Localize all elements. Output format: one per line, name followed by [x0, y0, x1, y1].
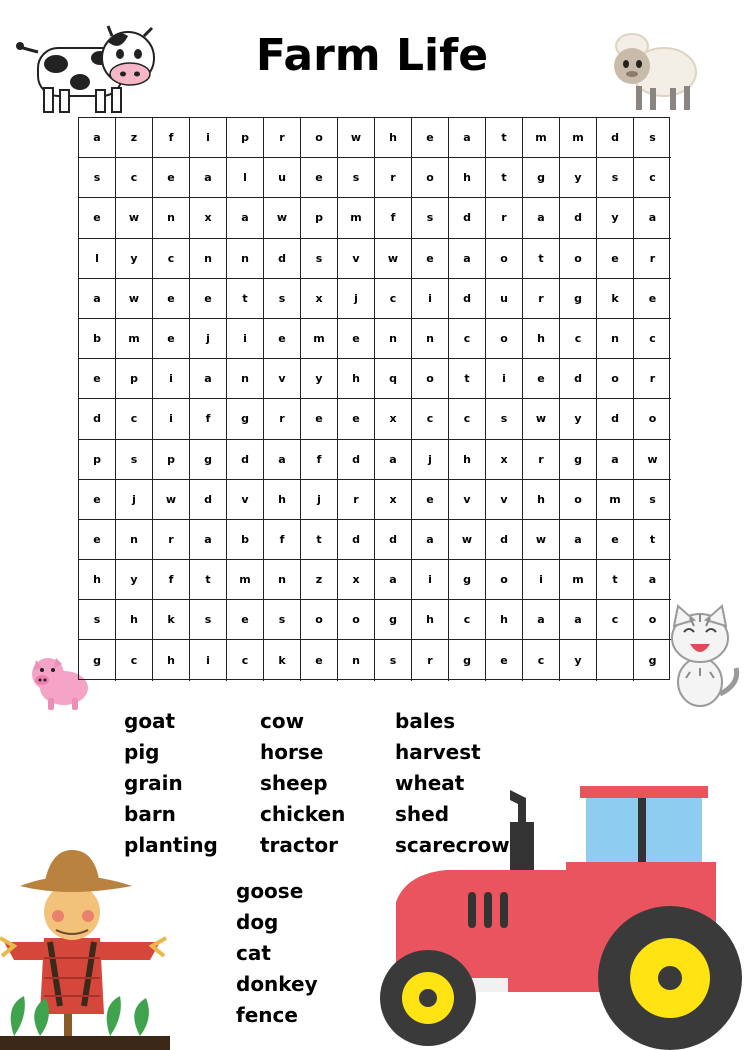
grid-cell: h: [449, 440, 486, 480]
word-item: goat: [124, 709, 176, 733]
grid-cell: c: [634, 158, 671, 198]
grid-cell: e: [301, 399, 338, 439]
grid-cell: i: [190, 640, 227, 680]
grid-cell: m: [597, 480, 634, 520]
grid-cell: i: [227, 319, 264, 359]
grid-cell: e: [264, 319, 301, 359]
grid-cell: g: [190, 440, 227, 480]
grid-cell: o: [301, 118, 338, 158]
grid-cell: c: [116, 640, 153, 680]
grid-cell: n: [597, 319, 634, 359]
grid-cell: e: [227, 600, 264, 640]
grid-cell: s: [412, 198, 449, 238]
grid-cell: a: [227, 198, 264, 238]
grid-cell: e: [79, 359, 116, 399]
grid-cell: r: [264, 118, 301, 158]
grid-cell: a: [79, 118, 116, 158]
grid-cell: r: [412, 640, 449, 680]
grid-cell: w: [116, 279, 153, 319]
grid-cell: p: [79, 440, 116, 480]
grid-cell: o: [597, 359, 634, 399]
grid-cell: f: [153, 118, 190, 158]
grid-cell: l: [79, 239, 116, 279]
grid-cell: o: [412, 158, 449, 198]
grid-cell: s: [375, 640, 412, 680]
grid-cell: y: [560, 399, 597, 439]
grid-cell: g: [560, 279, 597, 319]
grid-cell: e: [190, 279, 227, 319]
grid-cell: s: [634, 480, 671, 520]
cat-illustration: [660, 604, 742, 712]
sheep-illustration: [606, 28, 698, 114]
grid-cell: r: [634, 359, 671, 399]
word-item: cow: [260, 709, 305, 733]
grid-cell: o: [560, 480, 597, 520]
grid-cell: d: [79, 399, 116, 439]
grid-cell: g: [227, 399, 264, 439]
word-list-column-1: [124, 706, 218, 861]
grid-cell: g: [648, 654, 657, 668]
grid-cell: s: [301, 239, 338, 279]
grid-cell: a: [375, 560, 412, 600]
grid-cell: e: [597, 520, 634, 560]
grid-cell: y: [597, 198, 634, 238]
grid-cell: a: [634, 198, 671, 238]
grid-cell: n: [412, 319, 449, 359]
word-item: pig: [124, 740, 160, 764]
grid-cell: f: [264, 520, 301, 560]
grid-cell: x: [190, 198, 227, 238]
grid-cell: s: [264, 600, 301, 640]
grid-cell: d: [227, 440, 264, 480]
grid-cell: h: [523, 480, 560, 520]
grid-cell: y: [560, 640, 597, 680]
grid-cell: y: [116, 239, 153, 279]
grid-cell: j: [190, 319, 227, 359]
grid-cell: u: [486, 279, 523, 319]
grid-cell: a: [79, 279, 116, 319]
grid-cell: c: [153, 239, 190, 279]
grid-cell: t: [449, 359, 486, 399]
grid-cell: c: [560, 319, 597, 359]
grid-cell: s: [190, 600, 227, 640]
grid-cell: h: [79, 560, 116, 600]
grid-cell: i: [412, 560, 449, 600]
grid-cell: c: [116, 399, 153, 439]
grid-cell: o: [486, 319, 523, 359]
grid-cell: r: [264, 399, 301, 439]
grid-cell: t: [486, 158, 523, 198]
cow-illustration: [16, 22, 161, 116]
grid-cell: o: [560, 239, 597, 279]
grid-cell: n: [375, 319, 412, 359]
grid-cell: n: [227, 359, 264, 399]
grid-cell: s: [486, 399, 523, 439]
grid-cell: d: [560, 359, 597, 399]
grid-cell: a: [449, 239, 486, 279]
word-item: donkey: [236, 972, 318, 996]
grid-cell: q: [375, 359, 412, 399]
grid-cell: m: [338, 198, 375, 238]
page-title: Farm Life: [255, 30, 489, 81]
grid-cell: w: [449, 520, 486, 560]
grid-cell: g: [523, 158, 560, 198]
grid-cell: e: [153, 319, 190, 359]
grid-cell: k: [264, 640, 301, 680]
grid-cell: n: [190, 239, 227, 279]
grid-cell: s: [79, 158, 116, 198]
grid-cell: h: [449, 158, 486, 198]
grid-cell: m: [560, 560, 597, 600]
word-list-column-2: [260, 706, 345, 861]
grid-cell: j: [301, 480, 338, 520]
grid-cell: a: [523, 600, 560, 640]
grid-cell: t: [597, 560, 634, 600]
grid-cell: f: [375, 198, 412, 238]
grid-cell: h: [116, 600, 153, 640]
grid-cell: e: [412, 480, 449, 520]
grid-cell: d: [486, 520, 523, 560]
word-item: goose: [236, 879, 304, 903]
word-item: cat: [236, 941, 271, 965]
grid-cell: x: [375, 399, 412, 439]
grid-cell: e: [153, 158, 190, 198]
word-item: horse: [260, 740, 324, 764]
grid-cell: w: [264, 198, 301, 238]
grid-cell: a: [523, 198, 560, 238]
grid-cell: h: [264, 480, 301, 520]
grid-cell: f: [153, 560, 190, 600]
grid-cell: v: [264, 359, 301, 399]
grid-cell: v: [227, 480, 264, 520]
grid-cell: h: [375, 118, 412, 158]
grid-cell: [597, 640, 634, 680]
grid-cell: z: [301, 560, 338, 600]
word-item: dog: [236, 910, 279, 934]
grid-cell: k: [597, 279, 634, 319]
grid-cell: r: [523, 279, 560, 319]
grid-cell: n: [227, 239, 264, 279]
grid-cell: n: [116, 520, 153, 560]
grid-cell: r: [153, 520, 190, 560]
grid-cell: x: [338, 560, 375, 600]
grid-cell: t: [523, 239, 560, 279]
grid-cell: d: [338, 520, 375, 560]
grid-cell: e: [79, 198, 116, 238]
word-item: harvest: [395, 740, 481, 764]
word-list-column-3: [395, 706, 510, 861]
grid-cell: o: [486, 239, 523, 279]
grid-cell: e: [597, 239, 634, 279]
grid-cell: c: [449, 600, 486, 640]
grid-cell: w: [523, 520, 560, 560]
grid-cell: i: [190, 118, 227, 158]
grid-cell: d: [264, 239, 301, 279]
grid-cell: g: [560, 440, 597, 480]
grid-cell: o: [412, 359, 449, 399]
grid-cell: a: [375, 440, 412, 480]
grid-cell: d: [597, 118, 634, 158]
grid-cell: s: [634, 118, 671, 158]
grid-cell: t: [634, 520, 671, 560]
grid-cell: i: [486, 359, 523, 399]
word-item: scarecrow: [395, 833, 510, 857]
grid-cell: p: [153, 440, 190, 480]
word-item: shed: [395, 802, 450, 826]
grid-cell: o: [486, 560, 523, 600]
grid-cell: e: [486, 640, 523, 680]
grid-cell: v: [449, 480, 486, 520]
grid-cell: e: [412, 239, 449, 279]
grid-cell: a: [597, 440, 634, 480]
grid-cell: w: [153, 480, 190, 520]
grid-cell: x: [486, 440, 523, 480]
grid-cell: c: [375, 279, 412, 319]
grid-cell: e: [79, 480, 116, 520]
grid-cell: u: [264, 158, 301, 198]
word-list-column-4: [236, 876, 318, 1031]
grid-cell: i: [523, 560, 560, 600]
grid-cell: n: [264, 560, 301, 600]
grid-cell: p: [301, 198, 338, 238]
grid-cell: b: [227, 520, 264, 560]
grid-cell: y: [560, 158, 597, 198]
grid-cell: h: [412, 600, 449, 640]
grid-cell: r: [634, 239, 671, 279]
grid-cell: m: [560, 118, 597, 158]
word-item: fence: [236, 1003, 298, 1027]
grid-cell: r: [375, 158, 412, 198]
grid-cell: g: [79, 640, 116, 680]
word-item: bales: [395, 709, 456, 733]
grid-cell: w: [338, 118, 375, 158]
grid-cell: j: [338, 279, 375, 319]
grid-cell: a: [190, 520, 227, 560]
grid-cell: e: [523, 359, 560, 399]
word-item: grain: [124, 771, 183, 795]
grid-cell: v: [338, 239, 375, 279]
word-item: planting: [124, 833, 218, 857]
grid-cell: y: [116, 560, 153, 600]
grid-cell: z: [116, 118, 153, 158]
grid-cell: o: [634, 600, 671, 640]
grid-cell: e: [301, 158, 338, 198]
grid-cell: j: [116, 480, 153, 520]
grid-cell: e: [338, 399, 375, 439]
word-item: wheat: [395, 771, 465, 795]
grid-cell: p: [227, 118, 264, 158]
grid-cell: a: [190, 359, 227, 399]
grid-cell: c: [412, 399, 449, 439]
grid-cell: w: [523, 399, 560, 439]
grid-cell: c: [634, 319, 671, 359]
grid-cell: t: [486, 118, 523, 158]
grid-cell: s: [338, 158, 375, 198]
grid-cell: x: [375, 480, 412, 520]
grid-cell: a: [560, 600, 597, 640]
grid-cell: r: [338, 480, 375, 520]
grid-cell: d: [597, 399, 634, 439]
grid-cell: v: [486, 480, 523, 520]
grid-cell: s: [264, 279, 301, 319]
grid-cell: a: [264, 440, 301, 480]
grid-cell: g: [449, 640, 486, 680]
grid-cell: d: [375, 520, 412, 560]
grid-cell: e: [634, 279, 671, 319]
grid-cell: g: [375, 600, 412, 640]
word-search-grid: [78, 117, 670, 680]
grid-cell: o: [338, 600, 375, 640]
grid-cell: a: [449, 118, 486, 158]
grid-cell: m: [301, 319, 338, 359]
scarecrow-illustration: [0, 846, 170, 1050]
grid-cell: c: [449, 399, 486, 439]
grid-cell: h: [338, 359, 375, 399]
grid-cell: e: [301, 640, 338, 680]
grid-cell: d: [449, 279, 486, 319]
grid-cell: t: [301, 520, 338, 560]
grid-cell: b: [79, 319, 116, 359]
word-item: tractor: [260, 833, 338, 857]
word-item: chicken: [260, 802, 346, 826]
grid-cell: i: [412, 279, 449, 319]
grid-cell: e: [338, 319, 375, 359]
grid-cell: k: [153, 600, 190, 640]
grid-cell: a: [634, 560, 671, 600]
grid-cell: p: [116, 359, 153, 399]
grid-cell: g: [449, 560, 486, 600]
grid-cell: s: [79, 600, 116, 640]
grid-cell: e: [153, 279, 190, 319]
grid-cell: w: [116, 198, 153, 238]
grid-cell: h: [153, 640, 190, 680]
word-item: barn: [124, 802, 176, 826]
grid-cell: i: [153, 399, 190, 439]
grid-cell: y: [301, 359, 338, 399]
grid-cell: h: [486, 600, 523, 640]
grid-cell: c: [597, 600, 634, 640]
grid-cell: d: [338, 440, 375, 480]
grid-cell: c: [449, 319, 486, 359]
grid-cell: w: [634, 440, 671, 480]
grid-cell: t: [227, 279, 264, 319]
grid-cell: o: [301, 600, 338, 640]
grid-cell: n: [338, 640, 375, 680]
grid-cell: w: [375, 239, 412, 279]
grid-cell: t: [190, 560, 227, 600]
grid-cell: n: [153, 198, 190, 238]
grid-cell: m: [116, 319, 153, 359]
grid-cell: s: [116, 440, 153, 480]
grid-cell: d: [449, 198, 486, 238]
grid-cell: a: [412, 520, 449, 560]
grid-cell: m: [227, 560, 264, 600]
word-item: sheep: [260, 771, 328, 795]
grid-cell: c: [523, 640, 560, 680]
grid-cell: d: [190, 480, 227, 520]
grid-cell: h: [523, 319, 560, 359]
grid-cell: a: [190, 158, 227, 198]
grid-cell: m: [523, 118, 560, 158]
grid-cell: i: [153, 359, 190, 399]
grid-cell: o: [634, 399, 671, 439]
grid-cell: r: [523, 440, 560, 480]
grid-cell: r: [486, 198, 523, 238]
grid-cell: d: [560, 198, 597, 238]
grid-cell: c: [227, 640, 264, 680]
grid-cell: a: [560, 520, 597, 560]
grid-cell: c: [116, 158, 153, 198]
grid-cell: s: [597, 158, 634, 198]
grid-cell: f: [301, 440, 338, 480]
grid-cell: f: [190, 399, 227, 439]
grid-cell: l: [227, 158, 264, 198]
grid-cell: e: [412, 118, 449, 158]
grid-cell: j: [412, 440, 449, 480]
grid-cell: x: [301, 279, 338, 319]
grid-cell: e: [79, 520, 116, 560]
